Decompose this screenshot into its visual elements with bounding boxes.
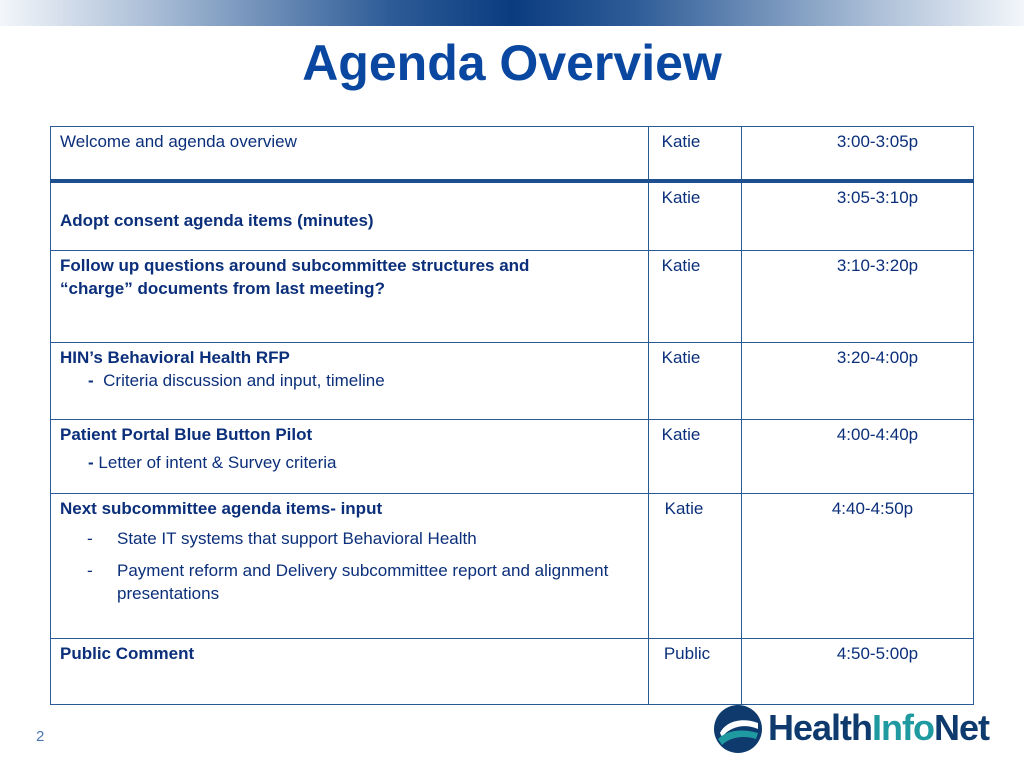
- dash-bullet: -: [87, 561, 93, 580]
- agenda-topic-cell: [51, 494, 649, 639]
- agenda-time: 4:00-4:40p: [742, 420, 974, 494]
- agenda-row: [51, 181, 974, 251]
- agenda-presenter: Katie: [649, 127, 742, 181]
- agenda-topic-cell: [51, 251, 649, 343]
- agenda-presenter: Katie: [649, 494, 742, 639]
- healthinfonet-logo: [712, 702, 1002, 758]
- list-item-text: Payment reform and Delivery subcommittee report and alignment presentations: [117, 561, 609, 603]
- agenda-topic-cell: [51, 181, 649, 251]
- agenda-time: 4:40-4:50p: [742, 494, 974, 639]
- list-item: [60, 559, 640, 605]
- agenda-time: 3:05-3:10p: [742, 181, 974, 251]
- agenda-time: 4:50-5:00p: [742, 639, 974, 705]
- dash-bullet: -: [88, 371, 94, 390]
- dash-bullet: -: [87, 529, 93, 548]
- agenda-row: [51, 420, 974, 494]
- agenda-subitem-text: Criteria discussion and input, timeline: [103, 371, 385, 390]
- agenda-topic-cell: [51, 420, 649, 494]
- agenda-topic: Public Comment: [51, 639, 649, 705]
- agenda-topic: Patient Portal Blue Button Pilot: [60, 425, 313, 444]
- agenda-presenter: Katie: [649, 251, 742, 343]
- agenda-row: [51, 343, 974, 420]
- agenda-time: 3:20-4:00p: [742, 343, 974, 420]
- logo-mark-icon: [712, 703, 764, 755]
- agenda-topic-line: “charge” documents from last meeting?: [60, 279, 385, 298]
- slide-title: Agenda Overview: [302, 35, 722, 91]
- agenda-presenter: Public: [649, 639, 742, 705]
- agenda-row: [51, 639, 974, 705]
- agenda-sublist: [60, 527, 640, 605]
- top-gradient-bar: [0, 0, 1024, 26]
- dash-bullet: -: [88, 453, 94, 472]
- list-item-text: State IT systems that support Behavioral Health: [117, 529, 477, 548]
- agenda-time: 3:00-3:05p: [742, 127, 974, 181]
- agenda-topic: Next subcommittee agenda items- input: [60, 499, 383, 518]
- agenda-row: [51, 494, 974, 639]
- agenda-presenter: Katie: [649, 343, 742, 420]
- logo-wordmark: HealthInfoNet: [768, 707, 990, 748]
- agenda-presenter: Katie: [649, 420, 742, 494]
- agenda-subitem-text: Letter of intent & Survey criteria: [98, 453, 337, 472]
- list-item: [60, 527, 640, 550]
- agenda-presenter: Katie: [649, 181, 742, 251]
- agenda-topic-line: Follow up questions around subcommittee structures and: [60, 256, 530, 275]
- agenda-row: [51, 251, 974, 343]
- agenda-topic: Welcome and agenda overview: [51, 127, 649, 181]
- agenda-row: [51, 127, 974, 181]
- agenda-topic: HIN’s Behavioral Health RFP: [60, 348, 290, 367]
- page-number: 2: [36, 728, 45, 745]
- agenda-time: 3:10-3:20p: [742, 251, 974, 343]
- agenda-subitem: [88, 369, 640, 392]
- agenda-topic-cell: [51, 343, 649, 420]
- agenda-topic: Adopt consent agenda items (minutes): [60, 210, 374, 230]
- agenda-subitem: [88, 451, 640, 474]
- agenda-table: [50, 126, 974, 705]
